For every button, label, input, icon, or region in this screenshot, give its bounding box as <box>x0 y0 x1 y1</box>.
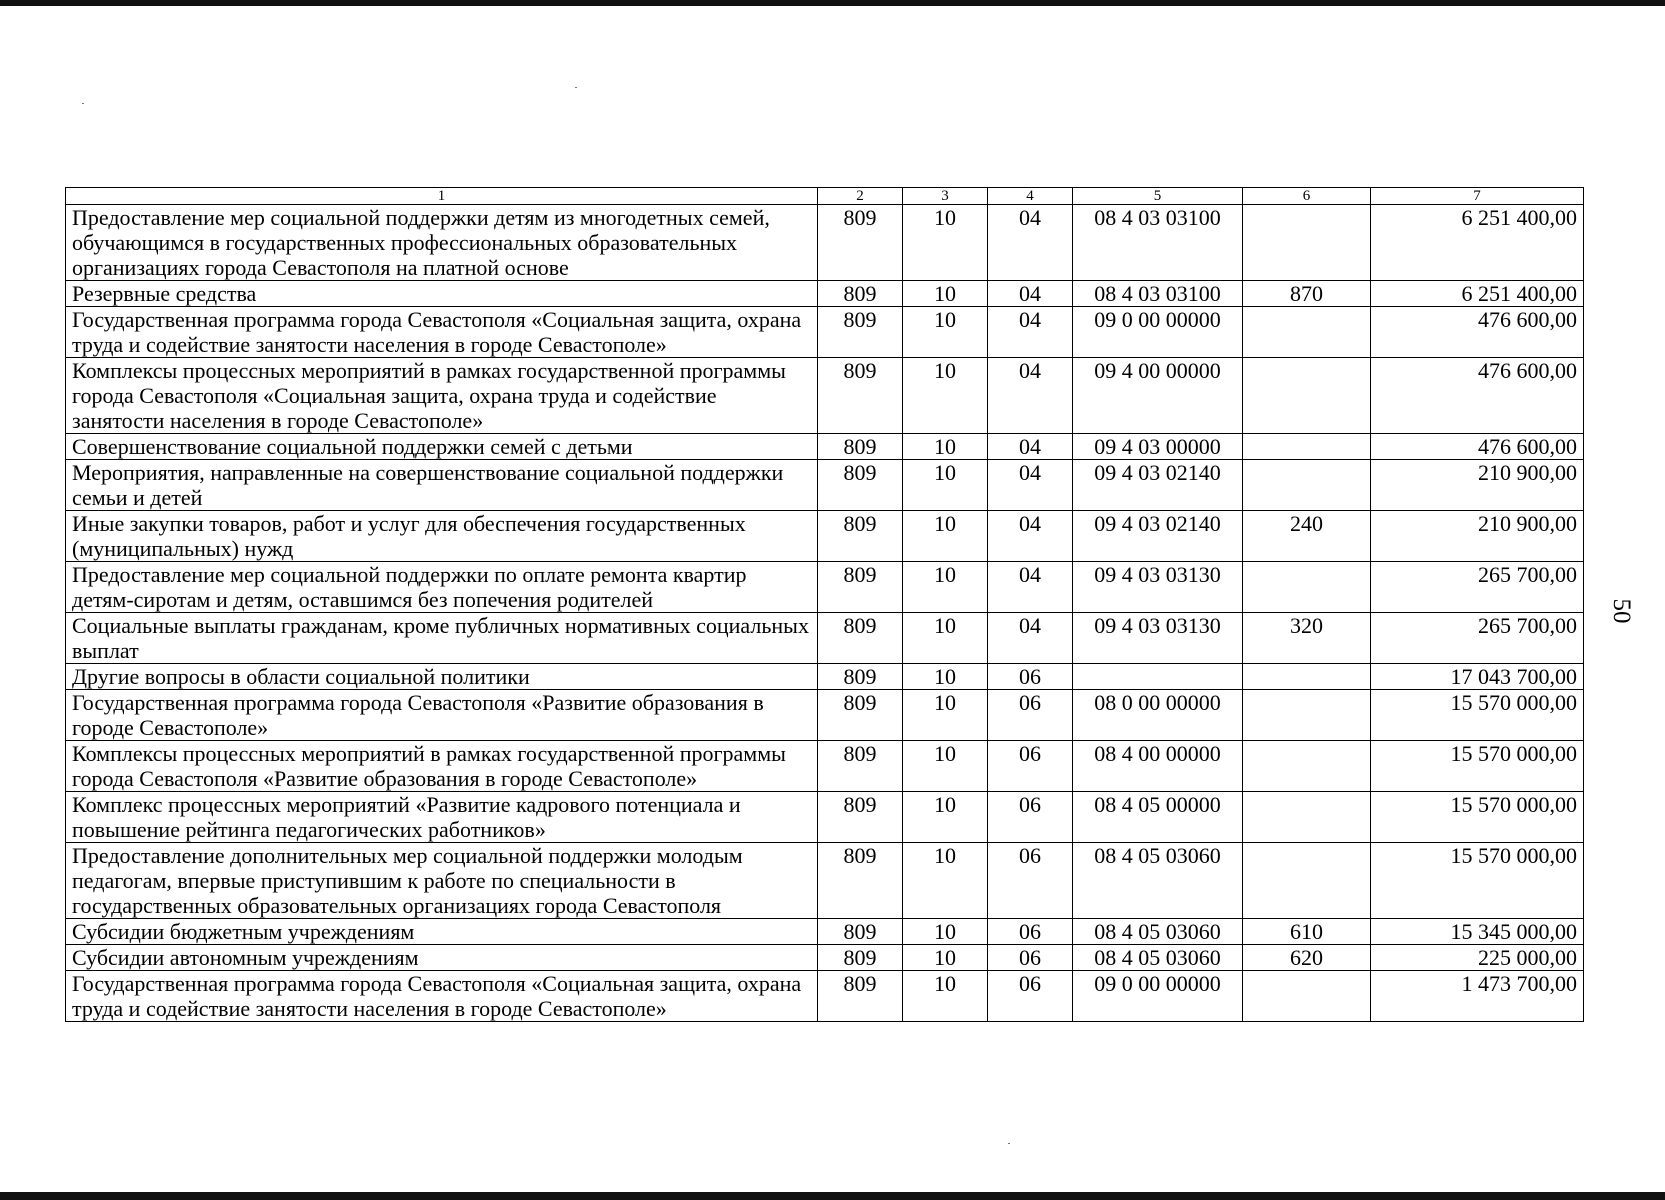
target-article-cell: 08 4 03 03100 <box>1073 205 1243 281</box>
section-code-cell: 10 <box>903 971 988 1022</box>
subsection-code-cell: 04 <box>988 205 1073 281</box>
row-name-cell: Социальные выплаты гражданам, кроме публичных нормативных социальных выплат <box>66 613 818 664</box>
ministry-code-cell: 809 <box>818 358 903 434</box>
ministry-code-cell: 809 <box>818 460 903 511</box>
section-code-cell: 10 <box>903 613 988 664</box>
target-article-cell: 08 0 00 00000 <box>1073 690 1243 741</box>
subsection-code-cell: 04 <box>988 434 1073 460</box>
amount-cell: 17 043 700,00 <box>1371 664 1584 690</box>
scan-top-border <box>0 0 1665 6</box>
row-name-cell: Предоставление дополнительных мер социальной поддержки молодым педагогам, впервые приступившим к работе по специальности в государственных образовательных организациях города Севастополя <box>66 843 818 919</box>
column-header: 4 <box>988 188 1073 205</box>
table-row <box>66 358 1584 434</box>
column-header: 5 <box>1073 188 1243 205</box>
amount-cell: 15 570 000,00 <box>1371 792 1584 843</box>
ministry-code-cell: 809 <box>818 843 903 919</box>
column-header: 2 <box>818 188 903 205</box>
subsection-code-cell: 06 <box>988 945 1073 971</box>
ministry-code-cell: 809 <box>818 792 903 843</box>
row-name-cell: Комплексы процессных мероприятий в рамках государственной программы города Севастополя «Развитие образования в городе Севастополе» <box>66 741 818 792</box>
amount-cell: 15 570 000,00 <box>1371 690 1584 741</box>
scan-speck <box>82 103 84 104</box>
ministry-code-cell: 809 <box>818 971 903 1022</box>
ministry-code-cell: 809 <box>818 434 903 460</box>
row-name-cell: Резервные средства <box>66 281 818 307</box>
expense-type-cell: 240 <box>1243 511 1371 562</box>
column-header: 3 <box>903 188 988 205</box>
section-code-cell: 10 <box>903 460 988 511</box>
expense-type-cell <box>1243 741 1371 792</box>
scan-speck <box>1008 1143 1010 1144</box>
table-row <box>66 281 1584 307</box>
column-header: 7 <box>1371 188 1584 205</box>
target-article-cell: 08 4 03 03100 <box>1073 281 1243 307</box>
ministry-code-cell: 809 <box>818 205 903 281</box>
target-article-cell: 08 4 05 03060 <box>1073 945 1243 971</box>
expense-type-cell <box>1243 843 1371 919</box>
table-row <box>66 690 1584 741</box>
subsection-code-cell: 06 <box>988 843 1073 919</box>
subsection-code-cell: 04 <box>988 281 1073 307</box>
table-row <box>66 919 1584 945</box>
amount-cell: 210 900,00 <box>1371 511 1584 562</box>
scan-speck <box>575 87 577 88</box>
ministry-code-cell: 809 <box>818 307 903 358</box>
table-row <box>66 971 1584 1022</box>
table-row <box>66 434 1584 460</box>
expense-type-cell: 870 <box>1243 281 1371 307</box>
row-name-cell: Государственная программа города Севастополя «Социальная защита, охрана труда и содействие занятости населения в городе Севастополе» <box>66 307 818 358</box>
subsection-code-cell: 06 <box>988 971 1073 1022</box>
amount-cell: 6 251 400,00 <box>1371 205 1584 281</box>
subsection-code-cell: 04 <box>988 511 1073 562</box>
table-row <box>66 307 1584 358</box>
section-code-cell: 10 <box>903 205 988 281</box>
target-article-cell: 09 0 00 00000 <box>1073 307 1243 358</box>
amount-cell: 476 600,00 <box>1371 358 1584 434</box>
amount-cell: 265 700,00 <box>1371 613 1584 664</box>
ministry-code-cell: 809 <box>818 511 903 562</box>
section-code-cell: 10 <box>903 945 988 971</box>
target-article-cell: 09 0 00 00000 <box>1073 971 1243 1022</box>
table-body <box>66 205 1584 1022</box>
amount-cell: 6 251 400,00 <box>1371 281 1584 307</box>
section-code-cell: 10 <box>903 358 988 434</box>
section-code-cell: 10 <box>903 307 988 358</box>
ministry-code-cell: 809 <box>818 741 903 792</box>
section-code-cell: 10 <box>903 664 988 690</box>
expense-type-cell: 610 <box>1243 919 1371 945</box>
ministry-code-cell: 809 <box>818 664 903 690</box>
amount-cell: 476 600,00 <box>1371 434 1584 460</box>
amount-cell: 210 900,00 <box>1371 460 1584 511</box>
subsection-code-cell: 06 <box>988 741 1073 792</box>
expense-type-cell <box>1243 690 1371 741</box>
table-row <box>66 843 1584 919</box>
subsection-code-cell: 04 <box>988 307 1073 358</box>
section-code-cell: 10 <box>903 281 988 307</box>
expense-type-cell <box>1243 434 1371 460</box>
ministry-code-cell: 809 <box>818 690 903 741</box>
target-article-cell: 09 4 03 03130 <box>1073 613 1243 664</box>
ministry-code-cell: 809 <box>818 613 903 664</box>
amount-cell: 476 600,00 <box>1371 307 1584 358</box>
header-row <box>66 188 1584 205</box>
subsection-code-cell: 04 <box>988 613 1073 664</box>
table-row <box>66 205 1584 281</box>
row-name-cell: Субсидии автономным учреждениям <box>66 945 818 971</box>
row-name-cell: Государственная программа города Севастополя «Развитие образования в городе Севастополе» <box>66 690 818 741</box>
table-row <box>66 664 1584 690</box>
row-name-cell: Предоставление мер социальной поддержки по оплате ремонта квартир детям-сиротам и детям, оставшимся без попечения родителей <box>66 562 818 613</box>
expense-type-cell <box>1243 792 1371 843</box>
target-article-cell: 09 4 00 00000 <box>1073 358 1243 434</box>
expense-type-cell <box>1243 358 1371 434</box>
target-article-cell: 09 4 03 00000 <box>1073 434 1243 460</box>
section-code-cell: 10 <box>903 792 988 843</box>
amount-cell: 265 700,00 <box>1371 562 1584 613</box>
section-code-cell: 10 <box>903 690 988 741</box>
column-header: 1 <box>66 188 818 205</box>
subsection-code-cell: 06 <box>988 664 1073 690</box>
expense-type-cell <box>1243 664 1371 690</box>
amount-cell: 15 570 000,00 <box>1371 843 1584 919</box>
ministry-code-cell: 809 <box>818 945 903 971</box>
section-code-cell: 10 <box>903 741 988 792</box>
ministry-code-cell: 809 <box>818 562 903 613</box>
expense-type-cell: 620 <box>1243 945 1371 971</box>
section-code-cell: 10 <box>903 511 988 562</box>
ministry-code-cell: 809 <box>818 919 903 945</box>
table-row <box>66 945 1584 971</box>
expense-type-cell: 320 <box>1243 613 1371 664</box>
scan-bottom-border <box>0 1192 1665 1200</box>
section-code-cell: 10 <box>903 919 988 945</box>
expense-type-cell <box>1243 562 1371 613</box>
expense-type-cell <box>1243 205 1371 281</box>
table-row <box>66 511 1584 562</box>
row-name-cell: Государственная программа города Севастополя «Социальная защита, охрана труда и содействие занятости населения в городе Севастополе» <box>66 971 818 1022</box>
target-article-cell: 09 4 03 03130 <box>1073 562 1243 613</box>
expense-type-cell <box>1243 460 1371 511</box>
amount-cell: 15 570 000,00 <box>1371 741 1584 792</box>
subsection-code-cell: 04 <box>988 358 1073 434</box>
target-article-cell <box>1073 664 1243 690</box>
column-header: 6 <box>1243 188 1371 205</box>
amount-cell: 1 473 700,00 <box>1371 971 1584 1022</box>
expense-type-cell <box>1243 971 1371 1022</box>
row-name-cell: Мероприятия, направленные на совершенствование социальной поддержки семьи и детей <box>66 460 818 511</box>
table-row <box>66 741 1584 792</box>
row-name-cell: Комплекс процессных мероприятий «Развитие кадрового потенциала и повышение рейтинга педагогических работников» <box>66 792 818 843</box>
row-name-cell: Совершенствование социальной поддержки семей с детьми <box>66 434 818 460</box>
target-article-cell: 08 4 00 00000 <box>1073 741 1243 792</box>
section-code-cell: 10 <box>903 562 988 613</box>
row-name-cell: Иные закупки товаров, работ и услуг для обеспечения государственных (муниципальных) нужд <box>66 511 818 562</box>
ministry-code-cell: 809 <box>818 281 903 307</box>
subsection-code-cell: 06 <box>988 792 1073 843</box>
subsection-code-cell: 04 <box>988 562 1073 613</box>
subsection-code-cell: 04 <box>988 460 1073 511</box>
table-row <box>66 460 1584 511</box>
row-name-cell: Субсидии бюджетным учреждениям <box>66 919 818 945</box>
section-code-cell: 10 <box>903 434 988 460</box>
target-article-cell: 08 4 05 03060 <box>1073 919 1243 945</box>
subsection-code-cell: 06 <box>988 919 1073 945</box>
target-article-cell: 08 4 05 00000 <box>1073 792 1243 843</box>
target-article-cell: 08 4 05 03060 <box>1073 843 1243 919</box>
row-name-cell: Комплексы процессных мероприятий в рамках государственной программы города Севастополя «Социальная защита, охрана труда и содействие занятости населения в городе Севастополе» <box>66 358 818 434</box>
table-row <box>66 613 1584 664</box>
target-article-cell: 09 4 03 02140 <box>1073 460 1243 511</box>
row-name-cell: Предоставление мер социальной поддержки детям из многодетных семей, обучающимся в государственных профессиональных образовательных организациях города Севастополя на платной основе <box>66 205 818 281</box>
subsection-code-cell: 06 <box>988 690 1073 741</box>
row-name-cell: Другие вопросы в области социальной политики <box>66 664 818 690</box>
amount-cell: 15 345 000,00 <box>1371 919 1584 945</box>
table-row <box>66 792 1584 843</box>
section-code-cell: 10 <box>903 843 988 919</box>
budget-table <box>65 187 1584 1022</box>
target-article-cell: 09 4 03 02140 <box>1073 511 1243 562</box>
page-number: 50 <box>1608 598 1635 624</box>
expense-type-cell <box>1243 307 1371 358</box>
amount-cell: 225 000,00 <box>1371 945 1584 971</box>
table-row <box>66 562 1584 613</box>
